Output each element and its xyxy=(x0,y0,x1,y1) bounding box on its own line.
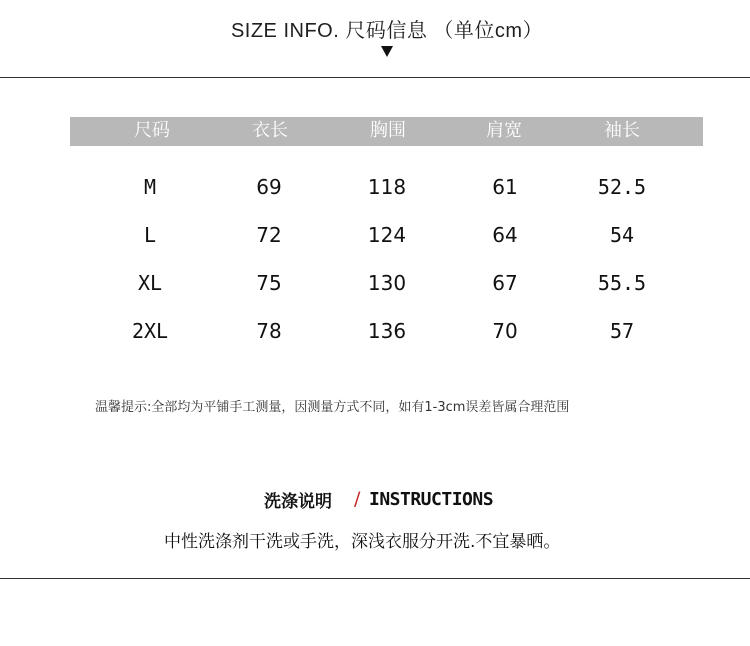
cell-length: 78 xyxy=(256,319,282,343)
cell-size: L xyxy=(143,223,157,247)
cell-shoulder: 64 xyxy=(492,223,518,247)
table-row xyxy=(70,317,703,345)
cell-sleeve: 54 xyxy=(609,223,635,247)
table-row xyxy=(70,173,703,201)
column-header-sleeve: 袖长 xyxy=(604,120,640,141)
cell-length: 69 xyxy=(256,175,282,199)
cell-shoulder: 61 xyxy=(492,175,518,199)
washing-heading-en: INSTRUCTIONS xyxy=(369,489,494,510)
washing-heading-slash: / xyxy=(354,488,361,510)
cell-shoulder: 67 xyxy=(492,271,518,295)
washing-instructions-text: 中性洗涤剂干洗或手洗，深浅衣服分开洗.不宜暴晒。 xyxy=(164,532,561,552)
cell-size: XL xyxy=(137,271,163,295)
top-divider xyxy=(0,77,750,78)
column-header-size: 尺码 xyxy=(134,120,170,141)
washing-heading-cn: 洗涤说明 xyxy=(264,492,332,512)
cell-length: 72 xyxy=(256,223,282,247)
page-title: SIZE INFO. 尺码信息 （单位cm） xyxy=(230,20,544,42)
down-arrow-icon xyxy=(381,46,393,57)
measurement-note: 温馨提示:全部均为平铺手工测量，因测量方式不同，如有1-3cm误差皆属合理范围 xyxy=(95,400,570,415)
cell-size: M xyxy=(143,175,157,199)
table-header xyxy=(70,117,703,146)
cell-chest: 124 xyxy=(367,223,407,247)
bottom-divider xyxy=(0,578,750,579)
size-table xyxy=(70,117,703,343)
cell-chest: 130 xyxy=(367,271,407,295)
cell-chest: 118 xyxy=(367,175,407,199)
column-header-shoulder: 肩宽 xyxy=(486,120,522,141)
cell-length: 75 xyxy=(256,271,282,295)
cell-sleeve: 57 xyxy=(609,319,635,343)
table-row xyxy=(70,269,703,297)
column-header-chest: 胸围 xyxy=(370,120,406,141)
cell-sleeve: 52.5 xyxy=(597,175,647,199)
cell-size: 2XL xyxy=(131,319,169,343)
column-header-length: 衣长 xyxy=(252,120,288,141)
table-row xyxy=(70,221,703,249)
cell-chest: 136 xyxy=(367,319,407,343)
cell-sleeve: 55.5 xyxy=(597,271,647,295)
cell-shoulder: 70 xyxy=(492,319,518,343)
